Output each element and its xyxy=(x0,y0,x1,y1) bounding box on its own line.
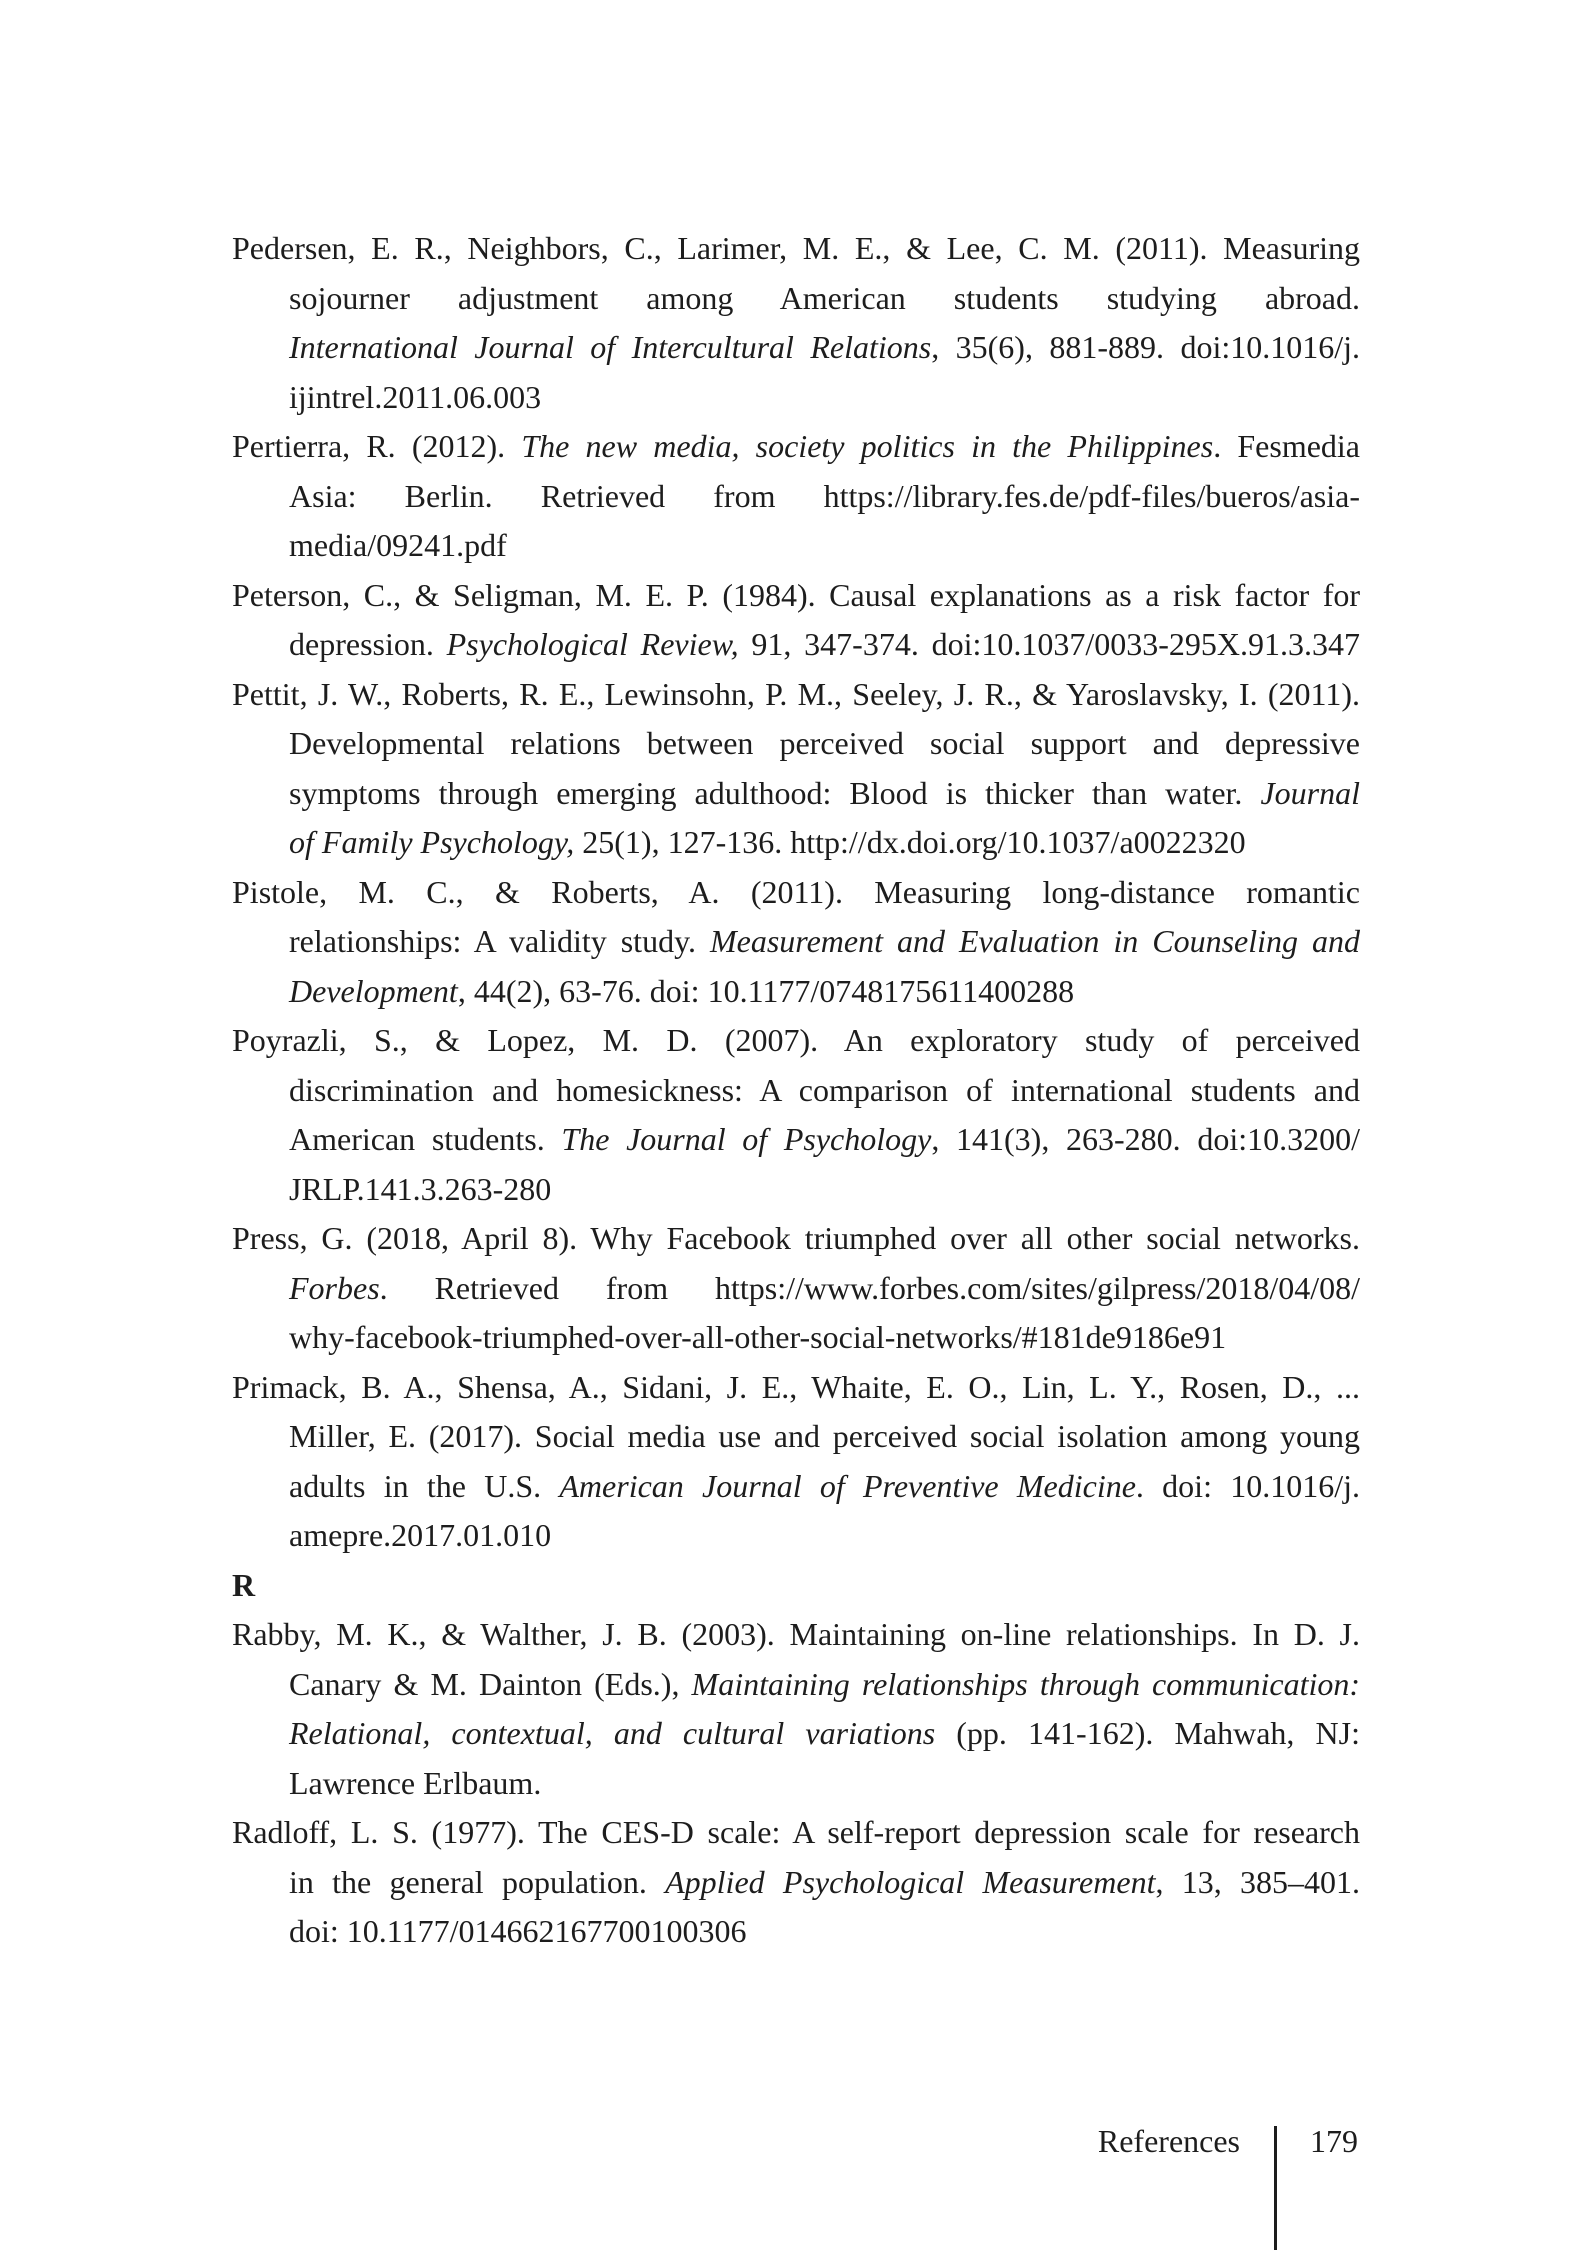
reference-line xyxy=(232,1214,1360,1264)
reference-entry xyxy=(232,571,1360,670)
reference-line xyxy=(232,274,1360,324)
reference-segment: Rabby, M. K., & Walther, J. B. (2003). Maintaining on-line relationships. In D. J. xyxy=(232,1616,1360,1652)
reference-entry xyxy=(232,1363,1360,1561)
reference-segment: , 35(6), 881-889. doi:10.1016/j. xyxy=(931,329,1361,365)
reference-entry xyxy=(232,670,1360,868)
reference-segment: Radloff, L. S. (1977). The CES-D scale: A self-report depression scale for research xyxy=(232,1814,1360,1850)
reference-segment: media/09241.pdf xyxy=(289,527,507,563)
reference-entry xyxy=(232,1610,1360,1808)
reference-line xyxy=(232,967,1360,1017)
reference-line xyxy=(232,917,1360,967)
reference-line xyxy=(232,1313,1360,1363)
reference-line xyxy=(232,1561,1360,1611)
reference-line xyxy=(232,1660,1360,1710)
reference-line xyxy=(232,373,1360,423)
reference-segment: R xyxy=(232,1566,256,1603)
reference-segment: Lawrence Erlbaum. xyxy=(289,1764,542,1801)
reference-line xyxy=(232,1610,1360,1660)
reference-segment-italic: The new media, society politics in the Philippines xyxy=(521,428,1214,464)
reference-entry xyxy=(232,868,1360,1017)
footer-section-label: References xyxy=(1097,2123,1240,2159)
reference-line xyxy=(232,422,1360,472)
page-number: 179 xyxy=(1310,2123,1358,2159)
reference-line xyxy=(232,1363,1360,1413)
reference-line xyxy=(232,868,1360,918)
reference-entry xyxy=(232,1808,1360,1957)
reference-segment: 25(1), 127-136. http://dx.doi.org/10.1037/a0022320 xyxy=(574,824,1246,860)
reference-segment: symptoms through emerging adulthood: Blood is thicker than water. xyxy=(289,774,1261,811)
reference-line xyxy=(232,818,1360,868)
reference-line xyxy=(232,224,1360,274)
reference-segment-italic: Psychological Review, xyxy=(446,626,739,662)
reference-segment: discrimination and homesickness: A comparison of international students and xyxy=(289,1071,1360,1108)
reference-line xyxy=(232,323,1360,373)
reference-segment: adults in the U.S. xyxy=(289,1467,560,1504)
reference-segment-italic: International Journal of Intercultural Relations xyxy=(289,329,932,365)
reference-line xyxy=(232,1759,1360,1809)
reference-line xyxy=(232,1709,1360,1759)
reference-line xyxy=(232,1412,1360,1462)
reference-segment: Pettit, J. W., Roberts, R. E., Lewinsohn, P. M., Seeley, J. R., & Yaroslavsky, I. (2011). xyxy=(232,675,1360,712)
reference-segment: Developmental relations between perceived social support and depressive xyxy=(289,725,1360,761)
reference-segment: . doi: 10.1016/j. xyxy=(1135,1467,1361,1504)
reference-segment: Miller, E. (2017). Social media use and perceived social isolation among young xyxy=(289,1418,1360,1454)
footer-divider-rule xyxy=(1274,2126,1277,2250)
reference-segment: . Fesmedia xyxy=(1213,428,1361,464)
reference-line xyxy=(232,670,1360,720)
reference-segment: , 13, 385–401. xyxy=(1155,1863,1360,1900)
reference-segment: Pertierra, R. (2012). xyxy=(232,428,522,464)
reference-line xyxy=(232,571,1360,621)
reference-line xyxy=(232,620,1360,670)
reference-segment: JRLP.141.3.263-280 xyxy=(289,1170,552,1207)
reference-line xyxy=(232,1858,1360,1908)
reference-segment-italic: Journal xyxy=(1260,774,1360,811)
reference-segment: Canary & M. Dainton (Eds.), xyxy=(289,1665,692,1702)
reference-segment: , 44(2), 63-76. doi: 10.1177/0748175611400288 xyxy=(457,972,1075,1009)
references-list xyxy=(232,224,1360,1957)
reference-segment: Pistole, M. C., & Roberts, A. (2011). Measuring long-distance romantic xyxy=(232,873,1360,910)
reference-segment: Pedersen, E. R., Neighbors, C., Larimer, M. E., & Lee, C. M. (2011). Measuring xyxy=(232,230,1360,266)
reference-line xyxy=(232,1808,1360,1858)
reference-line xyxy=(232,719,1360,769)
reference-segment-italic: Forbes xyxy=(289,1269,380,1306)
reference-entry xyxy=(232,224,1360,422)
reference-entry xyxy=(232,1561,1360,1611)
reference-segment: . Retrieved from https://www.forbes.com/sites/gilpress/2018/04/08/ xyxy=(379,1269,1360,1306)
reference-segment-italic: Maintaining relationships through communication: xyxy=(691,1665,1361,1702)
reference-segment-italic: The Journal of Psychology xyxy=(561,1121,932,1157)
reference-segment-italic: of Family Psychology, xyxy=(289,824,575,860)
reference-segment: Peterson, C., & Seligman, M. E. P. (1984). Causal explanations as a risk factor for xyxy=(232,576,1360,613)
reference-segment: Primack, B. A., Shensa, A., Sidani, J. E., Whaite, E. O., Lin, L. Y., Rosen, D., ... xyxy=(232,1368,1360,1405)
reference-entry xyxy=(232,1016,1360,1214)
reference-segment-italic: Measurement and Evaluation in Counseling and xyxy=(709,923,1361,959)
reference-line xyxy=(232,1066,1360,1116)
reference-segment: in the general population. xyxy=(289,1863,666,1900)
reference-line xyxy=(232,1165,1360,1215)
reference-segment: , 141(3), 263-280. doi:10.3200/ xyxy=(931,1121,1360,1157)
reference-segment: doi: 10.1177/014662167700100306 xyxy=(289,1913,747,1949)
reference-line xyxy=(232,1511,1360,1561)
reference-segment-italic: Relational, contextual, and cultural variations xyxy=(289,1715,936,1751)
reference-entry xyxy=(232,422,1360,571)
reference-segment-italic: Applied Psychological Measurement xyxy=(665,1863,1156,1900)
reference-line xyxy=(232,769,1360,819)
reference-segment: Poyrazli, S., & Lopez, M. D. (2007). An exploratory study of perceived xyxy=(232,1022,1360,1058)
reference-entry xyxy=(232,1214,1360,1363)
reference-line xyxy=(232,472,1360,522)
reference-segment: why-facebook-triumphed-over-all-other-social-networks/#181de9186e91 xyxy=(289,1319,1227,1355)
reference-segment: relationships: A validity study. xyxy=(289,923,710,959)
reference-line xyxy=(232,1115,1360,1165)
reference-segment-italic: Development xyxy=(289,972,458,1009)
reference-segment: (pp. 141-162). Mahwah, NJ: xyxy=(935,1715,1360,1751)
reference-segment: sojourner adjustment among American students studying abroad. xyxy=(289,279,1360,316)
reference-segment: Asia: Berlin. Retrieved from https://library.fes.de/pdf-files/bueros/asia- xyxy=(289,477,1360,514)
reference-line xyxy=(232,1264,1360,1314)
reference-line xyxy=(232,1016,1360,1066)
reference-line xyxy=(232,1907,1360,1957)
reference-segment: American students. xyxy=(289,1121,562,1157)
reference-segment: depression. xyxy=(289,626,447,662)
reference-segment: amepre.2017.01.010 xyxy=(289,1517,552,1553)
reference-segment: 91, 347-374. doi:10.1037/0033-295X.91.3.347 xyxy=(738,626,1360,662)
reference-line xyxy=(232,521,1360,571)
reference-segment-italic: American Journal of Preventive Medicine xyxy=(559,1467,1136,1504)
reference-segment: ijintrel.2011.06.003 xyxy=(289,378,542,415)
reference-line xyxy=(232,1462,1360,1512)
reference-segment: Press, G. (2018, April 8). Why Facebook triumphed over all other social networks. xyxy=(232,1220,1360,1256)
